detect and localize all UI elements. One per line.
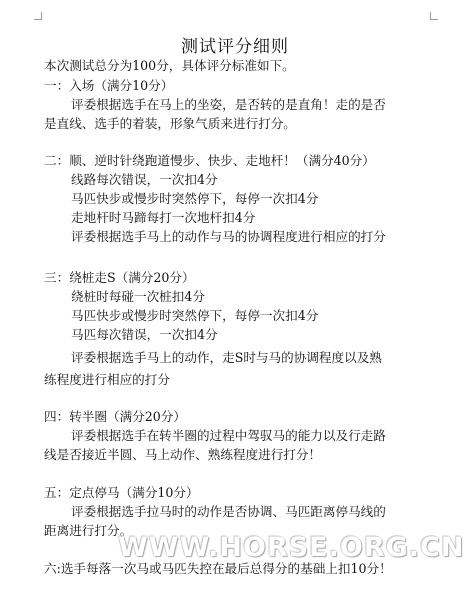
section-4-line-2: 线是否接近半圆、马上动作、熟练程度进行打分！ <box>44 447 322 462</box>
section-6-line-1: 六:选手每落一次马或马匹失控在最后总得分的基础上扣10分！ <box>44 561 392 576</box>
section-4-heading: 四：转半圈（满分20分） <box>44 409 186 424</box>
section-1-line-2: 是直线、选手的着装，形象气质来进行打分。 <box>44 116 296 131</box>
section-3-line-4: 评委根据选手马上的动作，走S时与马的协调程度以及熟 <box>71 350 382 365</box>
page-corner-mark-left <box>34 12 42 20</box>
intro-text: 本次测试总分为100分，具体评分标准如下。 <box>44 58 295 73</box>
section-2-line-3: 走地杆时马蹄每打一次地杆扣4分 <box>71 210 256 225</box>
section-5-heading: 五：定点停马（满分10分） <box>44 485 199 500</box>
document-title: 测试评分细则 <box>181 37 289 57</box>
page-corner-mark-right <box>430 12 438 20</box>
site-watermark: WWW.HORSE.ORG.CN <box>118 532 465 563</box>
section-5-line-1: 评委根据选手拉马时的动作是否协调、马匹距离停马线的 <box>71 504 386 519</box>
section-3-heading: 三：绕桩走S（满分20分） <box>44 270 195 285</box>
section-3-line-1: 绕桩时每碰一次桩扣4分 <box>71 289 205 304</box>
section-1-heading: 一：入场（满分10分） <box>44 78 174 93</box>
section-2-line-2: 马匹快步或慢步时突然停下，每停一次扣4分 <box>71 191 319 206</box>
section-3-line-2: 马匹快步或慢步时突然停下，每停一次扣4分 <box>71 308 319 323</box>
section-2-line-1: 线路每次错误，一次扣4分 <box>71 172 218 187</box>
section-2-line-4: 评委根据选手马上的动作与马的协调程度进行相应的打分 <box>71 229 386 244</box>
section-3-line-5: 练程度进行相应的打分 <box>44 372 170 387</box>
section-5-line-2: 距离进行打分。 <box>44 523 133 538</box>
section-1-line-1: 评委根据选手在马上的坐姿，是否转的是直角！走的是否 <box>71 97 386 112</box>
section-3-line-3: 马匹每次错误，一次扣4分 <box>71 327 218 342</box>
section-4-line-1: 评委根据选手在转半圈的过程中驾驭马的能力以及行走路 <box>71 428 386 443</box>
section-2-heading: 二：顺、逆时针绕跑道慢步、快步、走地杆！（满分40分） <box>44 153 375 168</box>
